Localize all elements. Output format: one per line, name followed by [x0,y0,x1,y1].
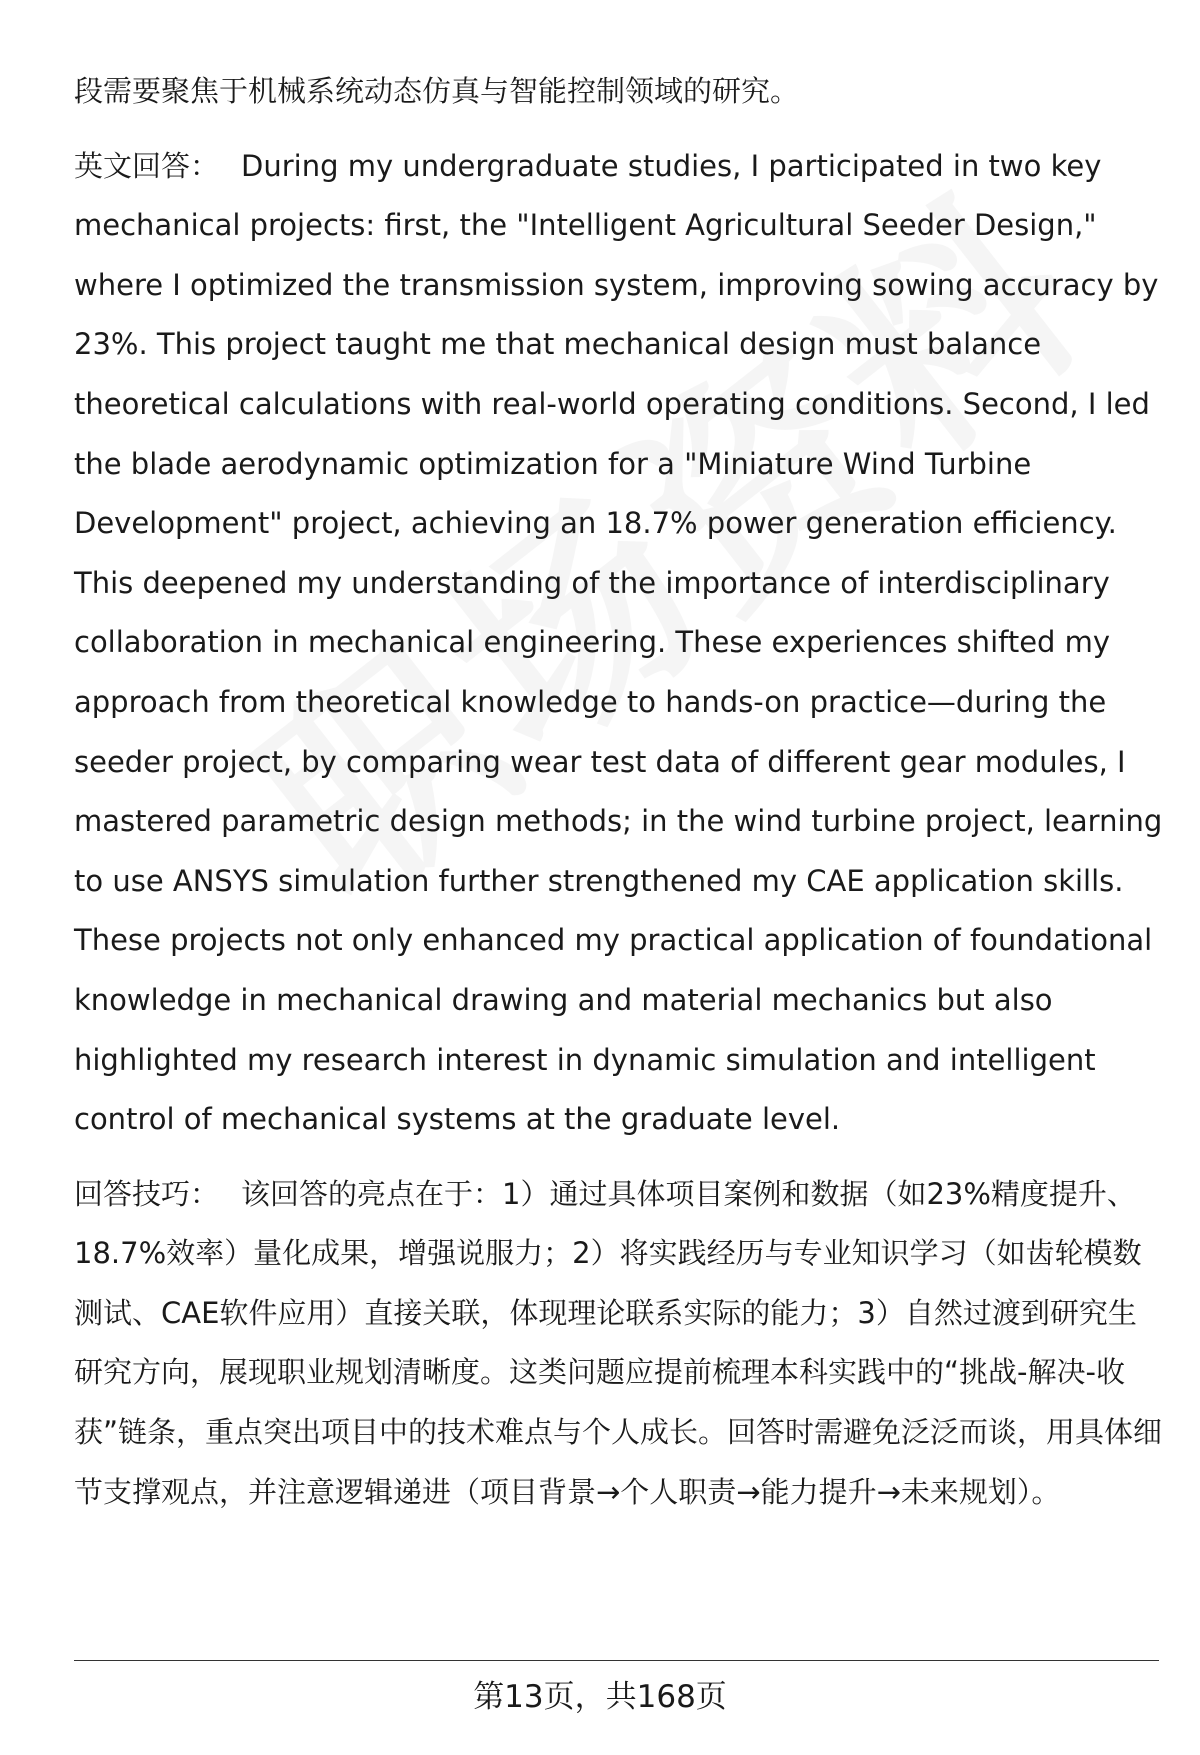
tips-label: 回答技巧： [74,1176,220,1211]
footer-divider [74,1660,1159,1661]
english-answer-paragraph [74,137,1164,1150]
page-number: 第13页，共168页 [473,1679,727,1715]
english-answer-text: During my undergraduate studies, I participated in two key mechanical projects: first, the "Intelligent Agricultural Seeder Design," where I optimized the transmission system, improving sowing accuracy by 23%. This project taught me that mechanical design must balance theoretical calculations with real-world operating conditions. Second, I led the blade aerodynamic optimization for a "Miniature Wind Turbine Development" project, achieving an 18.7% power generation efficiency. This deepened my understanding of the importance of interdisciplinary collaboration in mechanical engineering. These experiences shifted my approach from theoretical knowledge to hands-on practice—during the seeder project, by comparing wear test data of different gear modules, I mastered parametric design methods; in the wind turbine project, learning to use ANSYS simulation further strengthened my CAE application skills. These projects not only enhanced my practical application of foundational knowledge in mechanical drawing and material mechanics but also highlighted my research interest in dynamic simulation and intelligent control of mechanical systems at the graduate level. [74,148,1163,1137]
tips-text: 该回答的亮点在于：1）通过具体项目案例和数据（如23%精度提升、18.7%效率）量化成果，增强说服力；2）将实践经历与专业知识学习（如齿轮模数测试、CAE软件应用）直接关联，体现理论联系实际的能力；3）自然过渡到研究生研究方向，展现职业规划清晰度。这类问题应提前梳理本科实践中的“挑战-解决-收获”链条，重点突出项目中的技术难点与个人成长。回答时需避免泛泛而谈，用具体细节支撑观点，并注意逻辑递进（项目背景→个人职责→能力提升→未来规划）。 [74,1176,1163,1509]
document-body [74,62,1164,1522]
english-answer-label: 英文回答： [74,148,220,183]
tips-paragraph [74,1165,1164,1523]
continuation-paragraph: 段需要聚焦于机械系统动态仿真与智能控制领域的研究。 [74,74,800,108]
